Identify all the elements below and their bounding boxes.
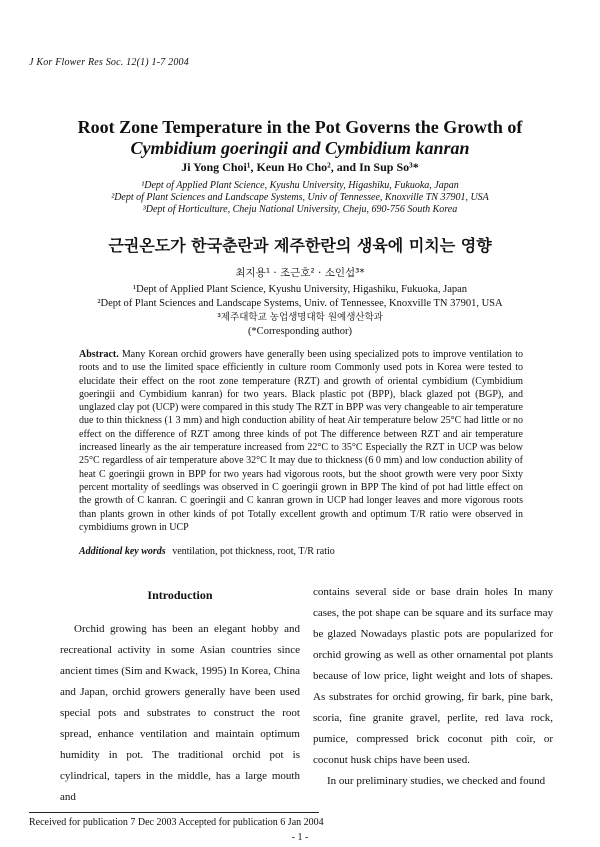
affiliation-en-3: ³Dept of Horticulture, Cheju National University, Cheju, 690-756 South Korea [142,204,458,215]
affiliation-ko-1: ¹Dept of Applied Plant Science, Kyushu University, Higashiku, Fukuoka, Japan [132,284,468,295]
footnote-divider [29,812,319,813]
korean-title: 근권온도가 한국춘란과 제주한란의 생육에 미치는 영향 [108,236,492,255]
keywords [79,546,523,557]
authors-english: Ji Yong Choi¹, Keun Ho Cho², and In Sup So³* [181,160,419,174]
affiliation-ko-3: ³제주대학교 농업생명대학 원예생산학과 [217,312,383,323]
keywords-text: ventilation, pot thickness, root, T/R ratio [172,546,335,557]
page-number: - 1 - [291,832,309,843]
abstract [79,348,523,534]
authors-korean: 최지용¹ · 조근호² · 소인섭³* [235,267,365,279]
introduction-paragraph-2: In our preliminary studies, we checked and found [327,775,546,787]
introduction-paragraph-1: Orchid growing has been an elegant hobby and recreational activity in some Asian countries since ancient times (Sim and Kwack, 1995) In Korea, China and Japan, orchid growers generally have been used special pots and substrates to construct the root spread, enhance ventilation and maintain optimum humidity in pot. The traditional orchid pot is cylindrical, tapers in the middle, has a large mouth and [60,623,300,803]
introduction-left-column [60,585,300,808]
journal-citation: J Kor Flower Res Soc. 12(1) 1-7 2004 [29,57,189,68]
affiliation-en-2: ²Dept of Plant Sciences and Landscape Systems, Univ of Tennessee, Knoxville TN 37901, USA [111,192,489,203]
corresponding-author-note: (*Corresponding author) [247,326,353,337]
paper-title-line2: Cymbidium goeringii and Cymbidium kanran [130,138,470,158]
introduction-heading: Introduction [147,588,213,602]
paper-title-line1: Root Zone Temperature in the Pot Governs the Growth of [77,117,523,137]
keywords-label: Additional key words [79,546,166,557]
introduction-paragraph-1-cont: contains several side or base drain holes In many cases, the pot shape can be square and its surface may be glazed Nowadays plastic pots are popularized for orchid growing as well as other ornamental pot plants because of low price, light weight and lots of shapes. As substrates for orchid growing, fir bark, pine bark, scoria, fine granite gravel, perlite, red lava rock, pumice, compressed brick coconut pith coir, or coconut husk chips have been used. [313,586,553,766]
introduction-right-column [313,582,553,792]
abstract-label: Abstract. [79,349,119,360]
affiliation-ko-2: ²Dept of Plant Sciences and Landscape Systems, Univ. of Tennessee, Knoxville TN 37901, USA [97,298,503,309]
affiliation-en-1: ¹Dept of Applied Plant Science, Kyushu University, Higashiku, Fukuoka, Japan [141,180,459,191]
abstract-text: Many Korean orchid growers have generally been using specialized pots to improve ventilation to roots and to use the limited space efficiently in culture room Commonly used pots in Korea were tested to elucidate their effect on the root zone temperature (RZT) and growth of oriental cymbidium (Cymbidium goeringii and Cymbidium kanran) for two years. Black plastic pot (BPP), black glazed pot (BGP), and unglazed clay pot (UCP) were compared in this study The RZT in BPP was very changeable to air temperature due to thin thickness (1 3 mm) and high conduction ability of heat Air temperature below 25°C had little or no effect on the difference of RZT among three kinds of pot The difference between RZT and air temperature increased linearly as the air temperature increased from 22°C to 35°C Especially the RZT in UCP was below 25°C regardless of air temperature above 32°C It may due to thickness (6 0 mm) and low conduction ability of heat C goeringii grown in BPP for two years had vigorous roots, but the shoot growth were very poor Sixty percent mortality of seedlings was observed in C goeringii grown in BPP The kind of pot had little effect on the growth of C kanran. C goeringii and C kanran grown in UCP had longer leaves and more vigorous roots than plants grown in other kinds of pot Totally excellent growth and optimum T/R ratio were observed in cymbidiums grown in UCP [79,349,523,533]
received-note: Received for publication 7 Dec 2003 Accepted for publication 6 Jan 2004 [29,817,324,828]
